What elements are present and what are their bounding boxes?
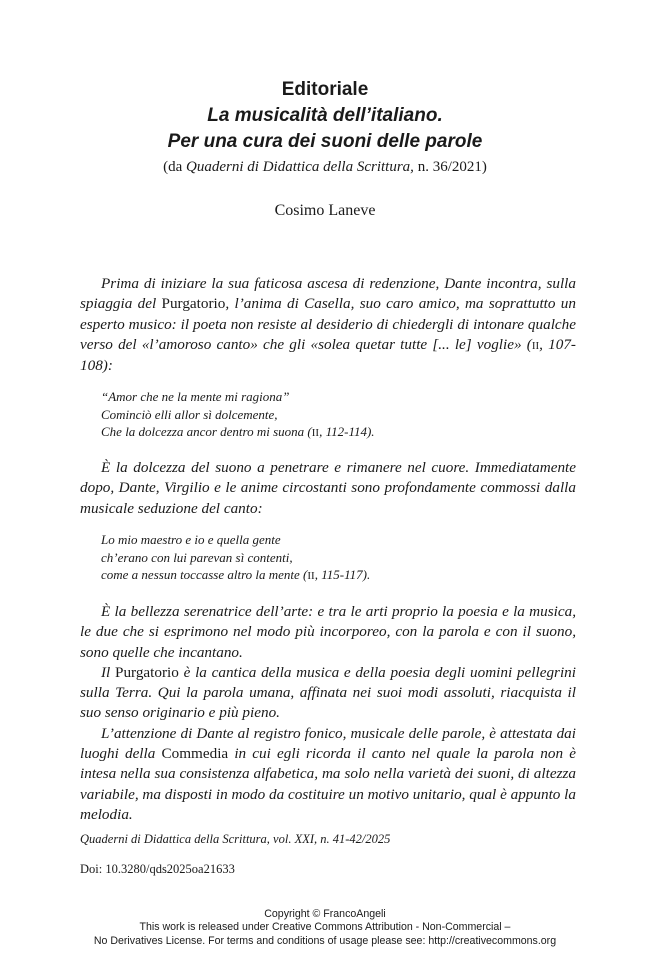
paragraph-1 [80,274,576,376]
p4-purgatorio: Purgatorio [115,663,179,681]
source-suffix: n. 36/2021) [413,159,487,175]
copyright-notice [0,908,650,948]
p1-canto-number: II [531,339,540,352]
verse1-line3: Che la dolcezza ancor dentro mi suona (II, 112-114). [101,424,375,439]
verse2-line3: come a nessun toccasse altro la mente (II, 115-117). [101,567,371,582]
verse1-line1: “Amor che ne la mente mi ragiona” [101,389,290,404]
p5-commedia: Commedia [161,745,229,763]
p3-text: È la bellezza serenatrice dell’arte: e tra le arti proprio la poesia e la musica, le due che si esprimono nel modo più incorporeo, con la parola e con il suono, sono quelle che incantano. [80,603,576,661]
paragraph-2 [80,458,576,519]
paragraphs-3-5 [80,602,576,825]
article-title-line2: Per una cura dei suoni delle parole [167,131,483,152]
paragraph-5: L’attenzione di Dante al registro fonico, musicale delle parole, è attestata dai luoghi della Commedia in cui egli ricorda il canto nel quale la parola non è intesa nella sua consistenza alfabetica, ma solo nella varietà dei suoni, di altezza variabile, ma disposti in modo da costituire un motivo unitario, qual è appunto la melodia. [80,724,576,823]
article-title-line1: La musicalità dell’italiano. [207,105,443,126]
source-journal: Quaderni di Didattica della Scrittura, [186,159,414,175]
doi: Doi: 10.3280/qds2025oa21633 [80,862,235,876]
verse1-line2: Cominciò elli allor sì dolcemente, [101,406,278,422]
copyright-line1: Copyright © FrancoAngeli [264,908,386,920]
copyright-line2: This work is released under Creative Commons Attribution - Non-Commercial – [139,921,511,934]
paragraph-4: Il Purgatorio è la cantica della musica e della poesia degli uomini pellegrini sulla Terra. Qui la parola umana, affinata nei suoi modi assoluti, riacquista il suo senso originario e più pieno. [80,663,576,722]
copyright-line3: No Derivatives License. For terms and conditions of usage please see: http://creativecommons.org [93,934,557,947]
verse2-line1: Lo mio maestro e io e quella gente [101,532,281,547]
journal-citation: Quaderni di Didattica della Scrittura, vol. XXI, n. 41-42/2025 [80,832,391,846]
author-name: Cosimo Laneve [274,202,376,219]
editorial-label: Editoriale [281,79,369,100]
p1-text-e: , 107-108): [80,335,576,375]
p1-purgatorio: Purgatorio [161,295,226,313]
verse2-line2: ch’erano con lui parevan sì contenti, [101,549,293,565]
verse-quote-2 [101,531,561,586]
p1-text-a: Prima di iniziare la sua faticosa ascesa di redenzione, Dante incontra, sulla spiaggia del [80,275,576,313]
p1-text-c: , l’anima di Casella, suo caro amico, ma soprattutto un esperto musico: il poeta non resiste al desiderio di chiedergli di intonare qualche verso del «l’amoroso canto» che gli «solea quetar tutte [... le] voglie» ( [80,295,576,353]
source-prefix: (da [163,159,187,175]
source-citation [0,159,650,176]
p2-text: È la dolcezza del suono a penetrare e rimanere nel cuore. Immediatamente dopo, Dante, Virgilio e le anime circostanti sono profondamente commossi dalla musicale seduzione del canto: [80,459,576,517]
verse-quote-1 [101,388,561,443]
